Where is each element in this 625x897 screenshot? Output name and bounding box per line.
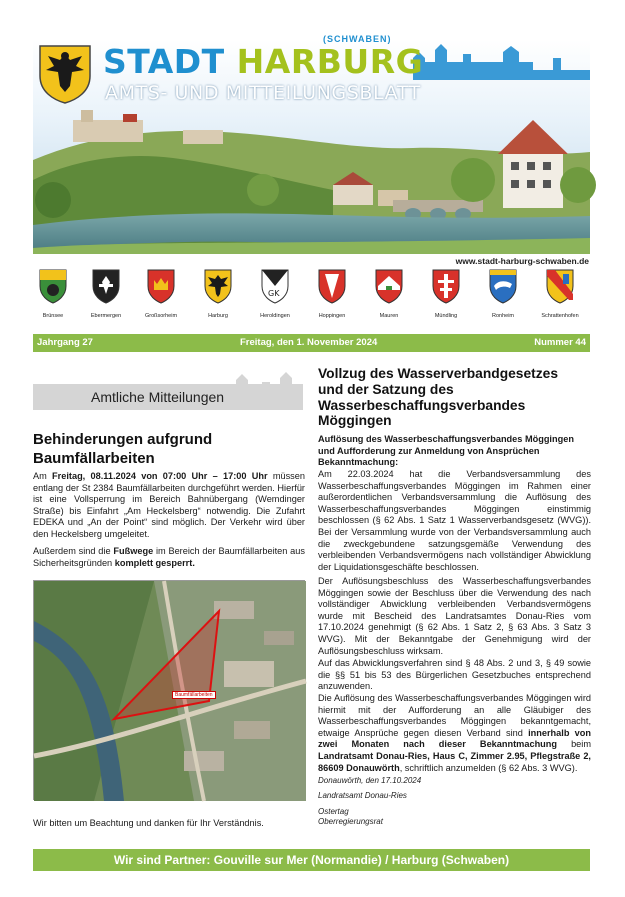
aerial-map-image	[33, 580, 305, 800]
heading-line: Möggingen	[318, 413, 392, 429]
text-run: beim	[557, 739, 591, 750]
text-run-bold: innerhalb von zwei Monaten nach dieser Bekanntmachung	[318, 727, 591, 750]
heading-line: und der Satzung des	[318, 381, 454, 397]
arm-label: Mauren	[379, 313, 399, 319]
issue-info-band	[33, 334, 590, 352]
schrattenhofen-crest-icon	[545, 268, 575, 304]
article-paragraph	[318, 693, 591, 774]
heading-line: Wasserbeschaffungsverbandes	[318, 397, 526, 413]
map-label: Baumfällarbeiten	[172, 691, 216, 699]
arm-ronheim	[473, 268, 533, 319]
article-paragraph: Auf das Abwicklungsverfahren sind § 48 Abs. 2 und 3, § 49 sowie die §§ 51 bis 53 des Bürgerlichen Gesetzbuches entsprechend anzuwenden.	[318, 658, 591, 692]
arm-label: Heroldingen	[260, 313, 290, 319]
harburg-crest-icon	[203, 268, 233, 304]
arm-label: Schrattenhofen	[541, 313, 579, 319]
heroldingen-crest-icon	[260, 268, 290, 304]
article-paragraph: Der Auflösungsbeschluss des Wasserbeschaffungsverbandes Möggingen sowie der Beschluss über die Verwendung des nach vollständiger Abwicklung verbleibenden Verbandsvermögens wurde mit Bescheid des Landratsamtes Donau-Ries vom 17.10.2024 genehmigt (§ 62 Abs. 1 Satz 2, § 63 Abs. 3 Satz 3 WVG). Mit der Bekanntgabe der Genehmigung wird der Auflösungsbeschluss wirksam.	[318, 576, 591, 656]
article-paragraph: Am 22.03.2024 hat die Verbandsversammlung des Wasserbeschaffungsverbandes Möggingen im Rahmen einer außerordentlichen Verbandsversammlung die Auflösung des Wasserbeschaffungsverbandes Möggingen einstimmig beschlossen (§ 62 Abs. 1 Satz 1 Wasserverbandsgesetz (WVG)). Bei der Versammlung wurde von der Verbandsversammlung auch die zweckgebundene satzungsgemäße Verwendung des verbleibenden Verbandsvermögens nach vollständiger Abwicklung der Liquidationsgeschäfte beschlossen.	[318, 469, 591, 572]
section-header-amtliche-mitteilungen	[33, 370, 303, 412]
arm-bruensee	[23, 268, 83, 319]
text-run: Außerdem sind die	[33, 546, 114, 556]
section-title: Amtliche Mitteilungen	[91, 389, 225, 405]
text-run: , schriftlich anzumelden (§ 62 Abs. 3 WVG).	[399, 762, 578, 773]
article-paragraph	[33, 471, 305, 541]
article-heading-baumfaellarbeiten	[33, 430, 303, 468]
arm-heroldingen	[245, 268, 305, 319]
castle-silhouette-icon	[218, 370, 303, 410]
ronheim-crest-icon	[488, 268, 518, 304]
arm-harburg	[188, 268, 248, 319]
partner-footer: Wir sind Partner: Gouville sur Mer (Normandie) / Harburg (Schwaben)	[33, 849, 590, 871]
arm-label: Mündling	[434, 313, 458, 319]
signature-name: Ostertag	[318, 807, 349, 816]
mauren-crest-icon	[374, 268, 404, 304]
arm-label: Ebermergen	[90, 313, 122, 319]
article-subheading: Auflösung des Wasserbeschaffungsverbandes Möggingen und Aufforderung zur Anmeldung von Ansprüchen Bekanntmachung:	[318, 434, 574, 468]
harburg-eagle-crest	[36, 42, 94, 104]
masthead-title	[103, 42, 423, 81]
article-paragraph	[33, 546, 305, 569]
issue-number: Nummer 44	[534, 337, 586, 348]
arm-grosssorheim	[131, 268, 191, 319]
arm-label: Brünsee	[42, 313, 64, 319]
text-run: müssen entlang der St 2384 Baumfällarbeiten durchgeführt werden. Hierfür ist eine Vollsperrung im Bereich Bahnübergang (Wemdinger Straße) bis Einfahrt „Am Heckelsberg“ notwendig. Die Zufahrt EDEKA und „An der Point“ sind möglich. Der Verkehr wird über den Heckelsberg umgeleitet.	[33, 471, 305, 539]
hoppingen-crest-icon	[317, 268, 347, 304]
signature-place-date: Donauwörth, den 17.10.2024	[318, 776, 422, 785]
arm-label: Hoppingen	[318, 313, 346, 319]
heading-line: Vollzug des Wasserverbandgesetzes	[318, 366, 558, 381]
ebermergen-crest-icon	[91, 268, 121, 304]
signature-authority: Landratsamt Donau-Ries	[318, 791, 407, 800]
arm-label: Großsorheim	[144, 313, 178, 319]
arm-hoppingen	[302, 268, 362, 319]
arm-mauren	[359, 268, 419, 319]
text-run-bold: komplett gesperrt.	[114, 557, 195, 568]
issue-date: Freitag, den 1. November 2024	[240, 337, 378, 348]
grosssorheim-crest-icon	[146, 268, 176, 304]
text-run: im Bereich der Baumfällarbeiten aus Sicherheitsgründen	[33, 546, 305, 568]
arm-schrattenhofen	[530, 268, 590, 319]
masthead-subtitle: AMTS- UND MITTEILUNGSBLATT	[105, 82, 421, 104]
arm-label: Harburg	[208, 313, 228, 319]
heading-line: Baumfällarbeiten	[33, 450, 155, 467]
arm-muendling	[416, 268, 476, 319]
article-heading-wasserverband	[318, 366, 593, 429]
article-closing: Wir bitten um Beachtung und danken für Ihr Verständnis.	[33, 818, 264, 828]
bruensee-crest-icon	[38, 268, 68, 304]
title-word-harburg: HARBURG	[236, 42, 424, 81]
arm-ebermergen	[76, 268, 136, 319]
issue-jahrgang: Jahrgang 27	[37, 337, 93, 348]
text-run: Am	[33, 471, 53, 481]
muendling-crest-icon	[431, 268, 461, 304]
text-run-bold: Freitag, 08.11.2024 von 07:00 Uhr – 17:00 Uhr	[52, 471, 268, 481]
masthead	[33, 34, 590, 254]
svg-text:GK: GK	[268, 289, 280, 298]
text-run-bold: Fußwege	[113, 546, 154, 556]
title-suffix: (SCHWABEN)	[323, 34, 392, 44]
text-run-bold: Landratsamt Donau-Ries, Haus C, Zimmer 2.95, Pflegstraße 2, 86609 Donauwörth	[318, 750, 591, 773]
signature-title: Oberregierungsrat	[318, 817, 383, 826]
website-url[interactable]: www.stadt-harburg-schwaben.de	[455, 256, 589, 266]
text-run: Die Auflösung des Wasserbeschaffungsverbandes Möggingen wird hiermit mit der Aufforderung an alle Gläubiger des Wasserbeschaffungsverbandes Möggingen bekanntgemacht, etwaige Ansprüche gegen diesen Verband sind	[318, 693, 591, 738]
coats-of-arms-row	[33, 268, 590, 328]
aerial-map-graphic	[34, 581, 306, 801]
arm-label: Ronheim	[491, 313, 514, 319]
heading-line: Behinderungen aufgrund	[33, 431, 213, 448]
title-word-stadt: STADT	[103, 42, 225, 81]
